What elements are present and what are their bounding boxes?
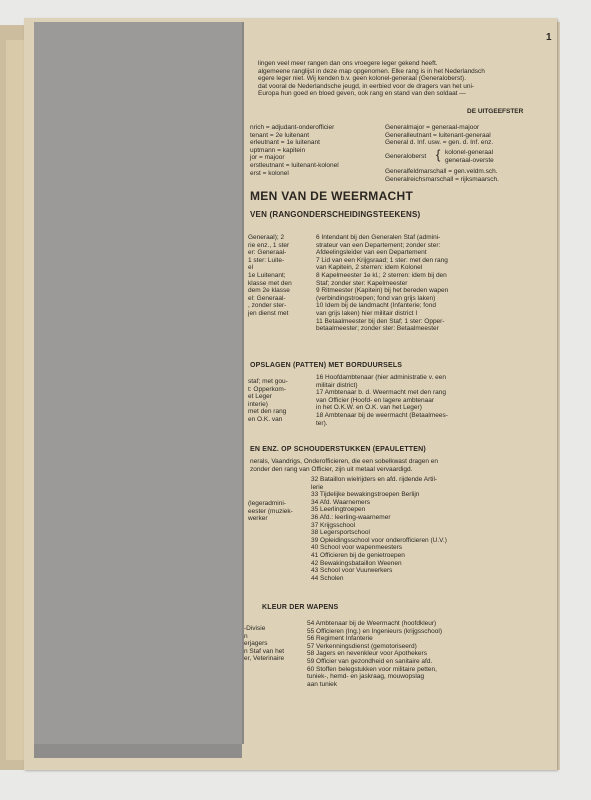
legend-line: , zonder ster- [248,302,287,310]
publisher-signature: DE UITGEEFSTER [467,108,524,115]
legend-line: 10 Idem bij de landmacht (Infanterie; fond [316,302,436,310]
gray-cover-sheet [34,22,244,744]
legend-line: erjagers [244,640,268,648]
legend-line: 1e Luitenant; [248,271,286,279]
legend-line: strateur van een Departement; zonder ster: [316,241,441,249]
legend-line: 56 Regiment Infanterie [307,635,373,643]
legend-line: eester (muziek- [248,507,293,515]
legend-line: (legeradmini- [248,500,286,507]
legend-line: ter). [316,419,328,427]
legend-line: 60 Stoffen belegstukken voor militaire petten, [307,665,437,673]
legend-line: met den rang [248,408,287,416]
intro-line: zonder den rang van Officier, zijn uit metaal vervaardigd. [250,465,413,473]
section3-right-column [311,476,447,582]
legend-line: 18 Ambtenaar bij de weermacht (Betaalmees- [316,411,448,419]
section1-right-column [316,234,448,333]
rank-item: Generalmajor = generaal-majoor [385,124,480,131]
legend-line: van grijs laken) hier militair district I [316,309,418,317]
legend-line: 11 Betaalmeester bij den Staf; 1 ster: Opper- [316,317,445,325]
section4-heading: KLEUR DER WAPENS [262,604,339,611]
legend-line: en O.K. van [248,415,283,423]
brace-icon: { [436,147,441,162]
legend-line: n [244,632,248,640]
rank-item: jor = majoor [250,154,285,162]
rank-item: Generalfeldmarschall = gen.veldm.sch. [385,168,498,175]
section2-right-column [316,374,448,427]
legend-line: et Leger [248,393,272,401]
legend-line: Generaal); 2 [248,234,285,241]
legend-line: el: Generaal- [248,294,286,302]
legend-line: 8 Kapelmeester 1e kl.; 2 sterren: idem bij den [316,271,447,279]
legend-line: 9 Ritmeester (Kapitein) bij het bereden wapen [316,287,449,295]
legend-line: er, Veterinaire [244,655,285,663]
legend-line: t: Opperkom- [248,385,286,393]
legend-line: 38 Legersportschool [311,529,370,537]
page-title: MEN VAN DE WEERMACHT [250,189,414,203]
legend-line: 16 Hoofdambtenaar (hier administratie v. een [316,374,446,381]
legend-line: 44 Scholen [311,574,344,582]
page-number: 1 [546,32,552,43]
legend-line: el [248,264,254,272]
legend-line: 7 Lid van een Krijgsraad; 1 ster: met den rang [316,256,448,264]
rank-item: erstleutnant = luitenant-kolonel [250,161,339,169]
generaloberst-translations [445,149,494,164]
section2-heading: OPSLAGEN (PATTEN) MET BORDUURSELS [250,362,403,369]
generaloberst-label: Generaloberst [385,153,427,160]
page-subtitle: VEN (RANGONDERSCHEIDINGSTEEKENS) [250,210,421,219]
legend-line: betaalmeester; zonder ster: Betaalmeester [316,325,439,333]
rank-item: Generalreichsmarschall = rijksmaarsch. [385,175,499,183]
section1-left-column [248,234,292,318]
legend-line: Staf; zonder ster: Kapelmeester [316,279,408,287]
legend-line: interie) [248,400,268,408]
legend-line: 58 Jagers en nevenkleur voor Apothekers [307,650,427,658]
legend-line: in het O.K.W. en O.K. van het Leger) [316,404,422,412]
section4-left-column [244,625,284,663]
legend-line: militair district) [316,381,358,389]
rank-item: nrich = adjudant-onderofficier [250,124,335,131]
legend-line: jen dienst met [248,309,289,317]
legend-line: 37 Krijgsschool [311,521,356,529]
legend-line: 6 Intendant bij den Generalen Staf (admini- [316,234,441,241]
legend-line: er: Generaal- [248,249,287,257]
rank-item: kolonel-generaal [445,149,494,156]
legend-line: 36 Afd.: leerling-waarnemer [311,513,391,521]
legend-line: 34 Afd. Waarnemers [311,498,371,506]
legend-line: (verbindingstroepen; fond van grijs laken) [316,294,436,302]
rank-list-right [385,124,493,147]
legend-line: 54 Ambtenaar bij de Weermacht (hoofdkleur) [307,620,437,627]
legend-line: 32 Bataillon wielrijders en afd. rijdende Artil- [311,476,438,483]
rank-item: erleutnant = 1e luitenant [250,139,320,147]
section3-heading: EN ENZ. OP SCHOUDERSTUKKEN (EPAULETTEN) [250,446,426,453]
legend-line: 35 Leerlingtroepen [311,506,366,514]
intro-line: Europa hun goed en bloed geven, ook rang en stand van den soldaat — [258,90,466,98]
rank-item: generaal-overste [445,156,494,164]
intro-line: nerals, Vaandrigs, Onderofficieren, die een sobelkwast dragen en [250,458,439,465]
rank-item: General d. Inf. usw. = gen. d. Inf. enz. [385,139,494,147]
legend-line: staf; met gou- [248,378,288,385]
section4-right-column [307,620,442,688]
legend-line: van Officier (Hoofd- en lagere ambtenaar [316,396,435,404]
legend-line: 40 School voor wapenmeesters [311,544,403,552]
rank-list-right-bottom [385,168,499,183]
legend-line: 41 Officieren bij de genietroepen [311,551,405,559]
legend-line: Afdeelingsleider van een Departement [316,249,427,257]
intro-text [258,60,485,98]
legend-line: 17 Ambtenaar b. d. Weermacht met den rang [316,389,446,397]
legend-line: klasse met den [248,279,292,287]
section3-intro [250,458,438,473]
section2-left-column [248,378,288,424]
rank-item: tenant = 2e luitenant [250,131,310,139]
legend-line: -Divisie [244,625,266,632]
legend-line: 59 Officier van gezondheid en sanitaire afd. [307,657,433,665]
legend-line: n Staf van het [244,647,285,655]
rank-item: Generalleutnant = luitenant-generaal [385,131,491,139]
legend-line: 39 Opleidingsschool voor onderofficieren (U.V.) [311,536,447,544]
legend-line: 42 Bewakingsbataillon Weenen [311,559,402,567]
legend-line: 33 Tijdelijke bewakingstroepen Berlijn [311,491,420,499]
intro-line: lingen veel meer rangen dan ons vroegere leger gekend heeft. [258,60,438,67]
rank-item: erst = kolonel [250,169,289,177]
legend-line: lerie [311,483,324,491]
section3-left-column [248,500,293,523]
intro-line: dat vooral de Nederlandsche jeugd, in eerbied voor de dragers van het uni- [258,82,475,90]
legend-line: aan tuniek [307,680,337,688]
rank-list-left [250,124,339,177]
legend-line: tuniek-, hemd- en jaskraag, mouwopslag [307,673,425,681]
intro-line: algemeene ranglijst in deze map opgenomen. Elke rang is in het Nederlandsch [258,67,485,75]
rank-item: uptmann = kapitein [250,146,306,154]
legend-line: 57 Verkenningsdienst (gemotoriseerd) [307,642,417,650]
legend-line: 55 Officieren (Ing.) en Ingenieurs (krijgsschool) [307,627,442,635]
gray-cover-sheet-bottom [34,744,242,758]
intro-line: egere leger niet. Wij kenden b.v. geen kolonel-generaal (Generaloberst). [258,75,466,83]
legend-line: dem 2e klasse [248,287,290,295]
legend-line: rie enz., 1 ster [248,241,290,249]
legend-line: 43 School voor Vuurwerkers [311,567,393,575]
legend-line: van Kapitein, 2 sterren: idem Kolonel [316,264,423,272]
legend-line: 1 ster: Luite- [248,256,285,264]
legend-line: werker [248,515,268,523]
